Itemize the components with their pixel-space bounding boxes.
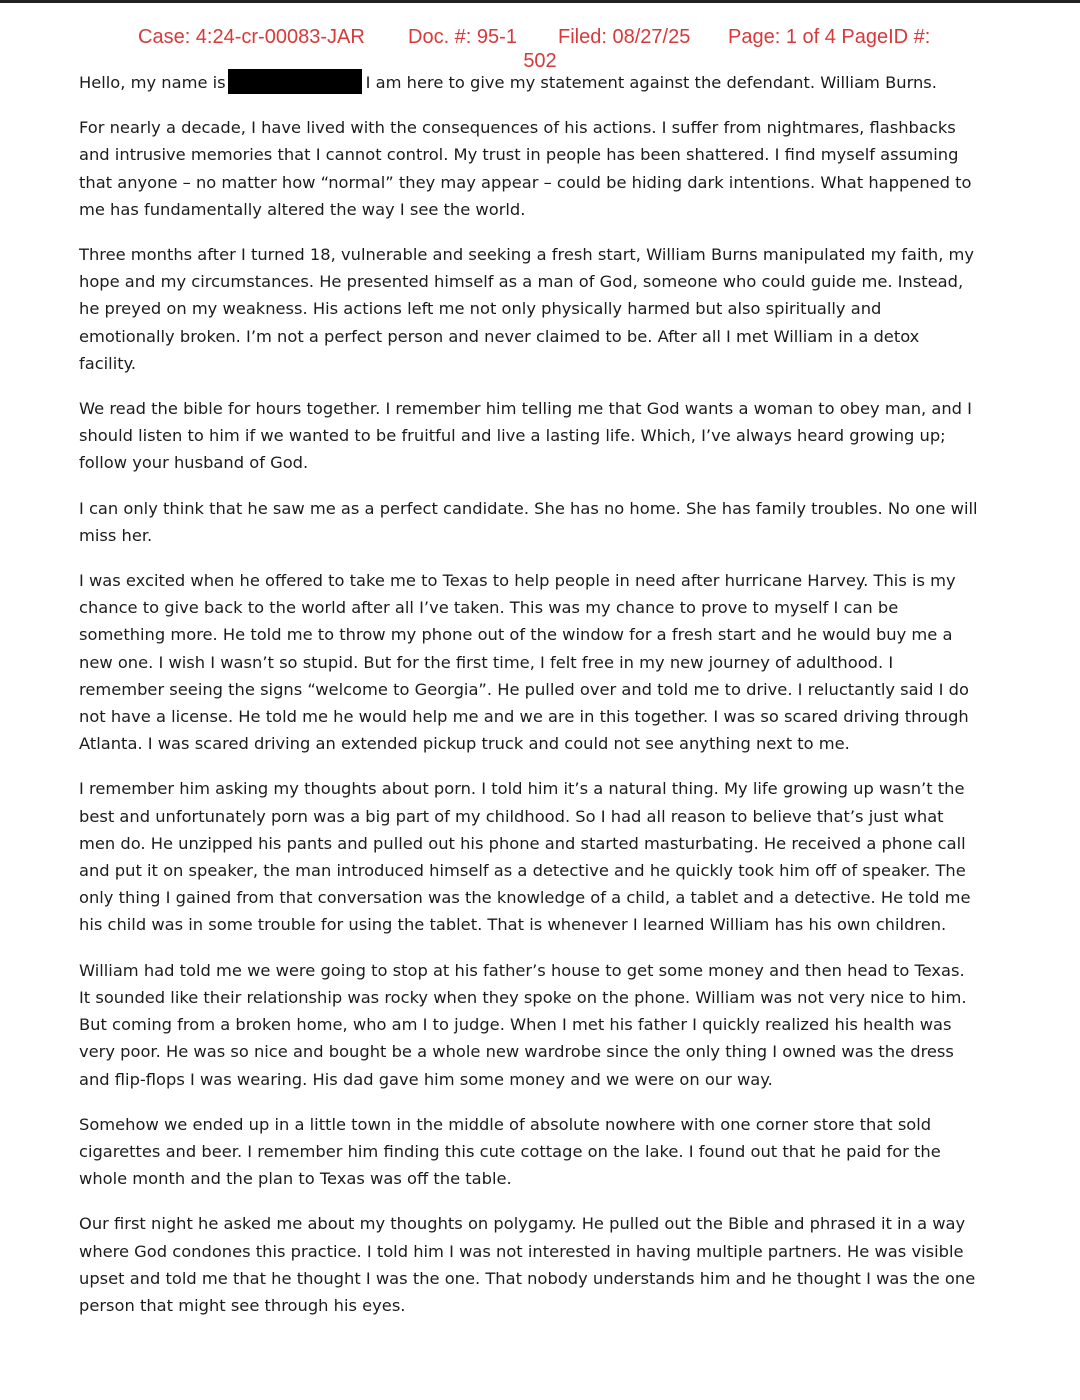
statement-paragraph: Our first night he asked me about my thoughts on polygamy. He pulled out the Bible and phrased it in a way where God condones this practice. I told him I was not interested in having multiple partners. He was visible upset and told me that he thought I was the one. That nobody understands him and he thought I was the one person that might see through his eyes.	[79, 1214, 976, 1315]
statement-paragraph: I can only think that he saw me as a perfect candidate. She has no home. She has family troubles. No one will miss her.	[79, 498, 978, 545]
filing-header-row	[0, 26, 1080, 48]
victim-statement	[79, 69, 979, 1337]
statement-paragraph: For nearly a decade, I have lived with the consequences of his actions. I suffer from nightmares, flashbacks and intrusive memories that I cannot control. My trust in people has been shattered. I find myself assuming that anyone – no matter how “normal” they may appear – could be hiding dark intentions. What happened to me has fundamentally altered the way I see the world.	[79, 118, 972, 219]
intro-text-after: I am here to give my statement against the defendant. William Burns.	[365, 73, 937, 92]
statement-paragraph: William had told me we were going to stop at his father’s house to get some money and then head to Texas. It sounded like their relationship was rocky when they spoke on the phone. William was not very nice to him. But coming from a broken home, who am I to judge. When I met his father I quickly realized his health was very poor. He was so nice and bought be a whole new wardrobe since the only thing I owned was the dress and flip-flops I was wearing. His dad gave him some money and we were on our way.	[79, 960, 967, 1089]
statement-paragraph: I remember him asking my thoughts about porn. I told him it’s a natural thing. My life growing up wasn’t the best and unfortunately porn was a big part of my childhood. So I had all reason to believe that’s just what men do. He unzipped his pants and pulled out his phone and started masturbating. He received a phone call and put it on speaker, the man introduced himself as a detective and he quickly took him off of speaker. The only thing I gained from that conversation was the knowledge of a child, a tablet and a detective. He told me his child was in some trouble for using the tablet. That is whenever I learned William has his own children.	[79, 779, 971, 935]
page-id-number: 502	[523, 50, 557, 72]
page-indicator: Page: 1 of 4 PageID #:	[728, 26, 931, 48]
statement-paragraph: Three months after I turned 18, vulnerable and seeking a fresh start, William Burns manipulated my faith, my hope and my circumstances. He presented himself as a man of God, someone who could guide me. Instead, he preyed on my weakness. His actions left me not only physically harmed but also spiritually and emotionally broken. I’m not a perfect person and never claimed to be. After all I met William in a detox facility.	[79, 245, 975, 373]
statement-paragraph: We read the bible for hours together. I remember him telling me that God wants a woman to obey man, and I should listen to him if we wanted to be fruitful and live a lasting life. Which, I’ve always heard growing up; follow your husband of God.	[79, 399, 972, 473]
intro-paragraph	[79, 69, 979, 96]
redaction-box	[228, 69, 362, 94]
document-number: Doc. #: 95-1	[408, 26, 517, 48]
statement-paragraph: Somehow we ended up in a little town in the middle of absolute nowhere with one corner store that sold cigarettes and beer. I remember him finding this cute cottage on the lake. I found out that he paid for the whole month and the plan to Texas was off the table.	[79, 1114, 941, 1189]
court-filing-header	[0, 26, 1080, 72]
case-number: Case: 4:24-cr-00083-JAR	[138, 26, 365, 48]
statement-paragraph: I was excited when he offered to take me to Texas to help people in need after hurricane Harvey. This is my chance to give back to the world after all I’ve taken. This was my chance to prove to myself I can be something more. He told me to throw my phone out of the window for a fresh start and he would buy me a new one. I wish I wasn’t so stupid. But for the first time, I felt free in my new journey of adulthood. I remember seeing the signs “welcome to Georgia”. He pulled over and told me to drive. I reluctantly said I do not have a license. He told me he would help me and we are in this together. I was so scared driving through Atlanta. I was scared driving an extended pickup truck and could not see anything next to me.	[79, 571, 969, 754]
filed-date: Filed: 08/27/25	[558, 26, 691, 48]
intro-text-before: Hello, my name is	[79, 73, 226, 92]
